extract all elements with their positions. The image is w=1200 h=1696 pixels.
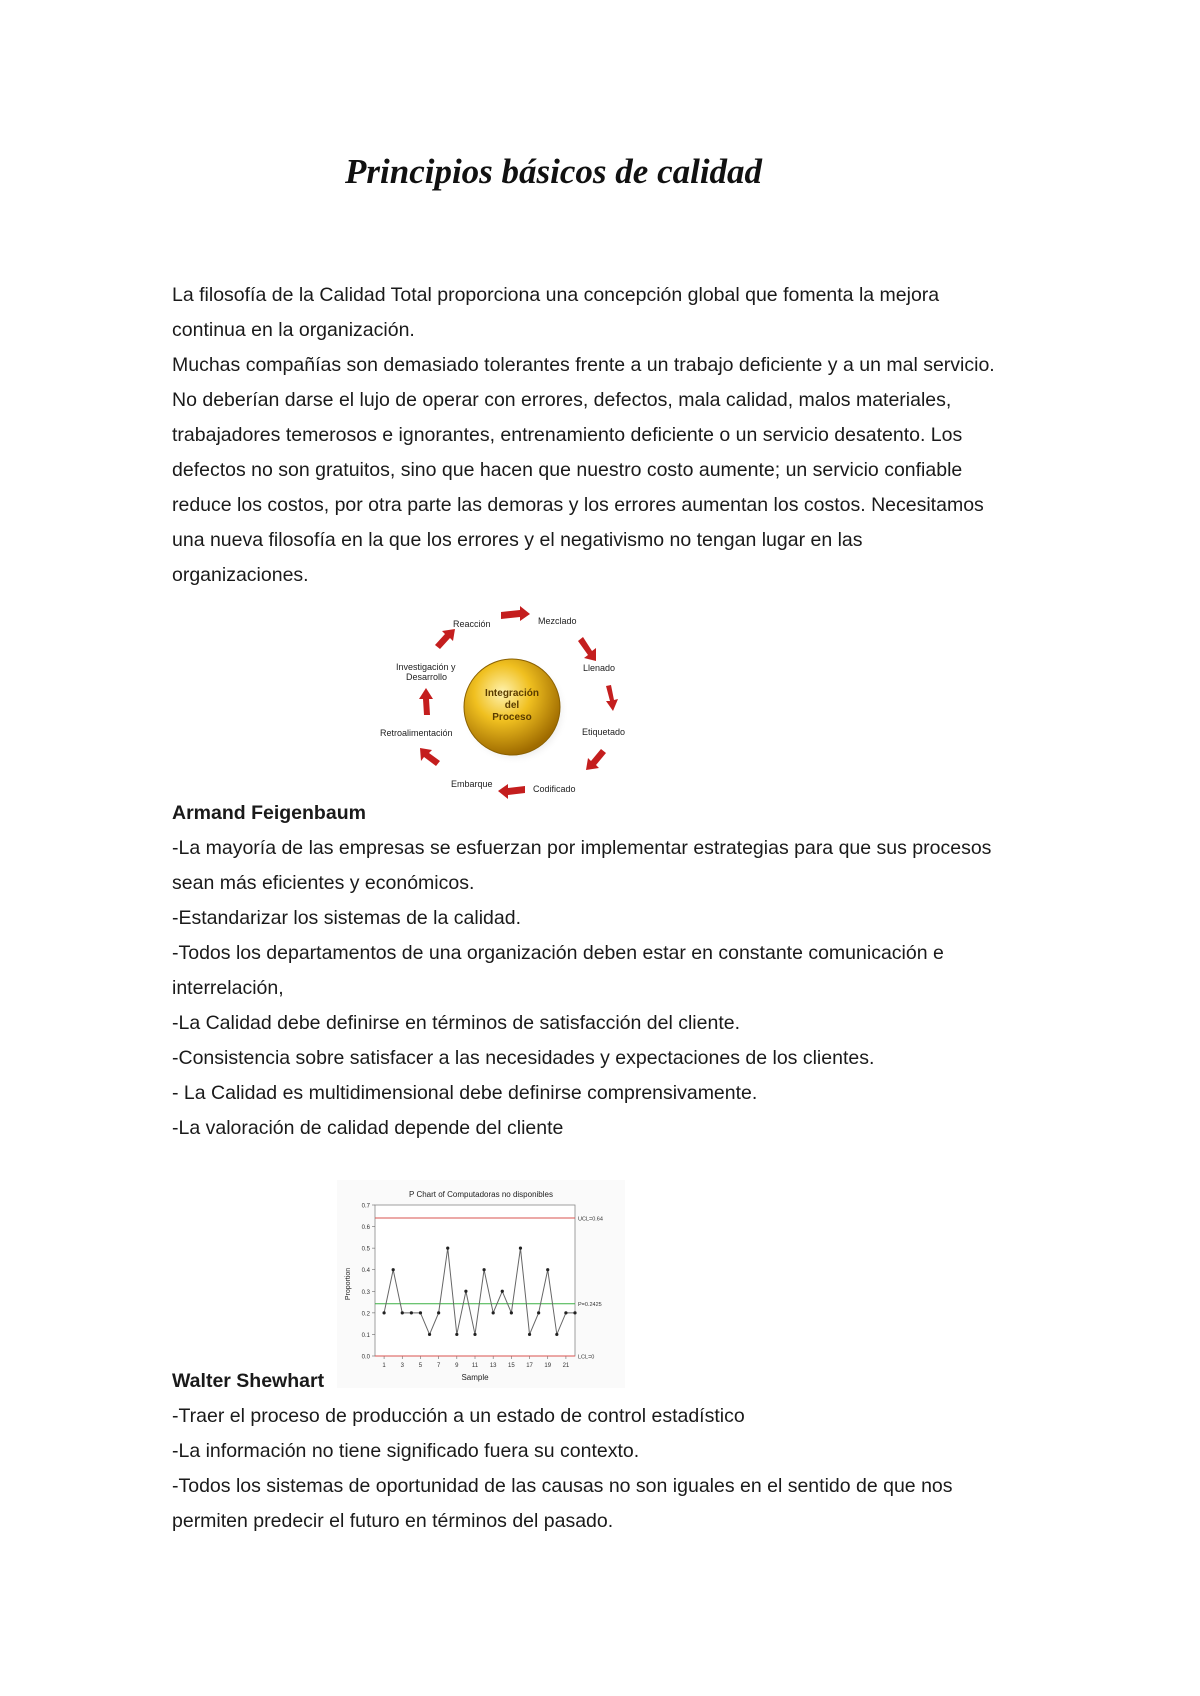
text-line: Muchas compañías son demasiado tolerantes frente a un trabajo deficiente y a un mal servicio. bbox=[172, 354, 995, 376]
list-item: interrelación, bbox=[172, 977, 284, 999]
text-line: reduce los costos, por otra parte las demoras y los errores aumentan los costos. Necesitamos bbox=[172, 494, 984, 516]
step-investigacion: Investigación y bbox=[396, 662, 456, 672]
arrow-icon bbox=[419, 688, 433, 715]
arrow-icon bbox=[578, 637, 596, 661]
y-tick-label: 0.4 bbox=[361, 1268, 370, 1275]
p-chart-svg bbox=[337, 1180, 625, 1388]
center-label: P=0.2425 bbox=[578, 1302, 602, 1309]
chart-title: P Chart of Computadoras no disponibles bbox=[409, 1190, 553, 1199]
arrow-icon bbox=[435, 629, 455, 649]
data-point bbox=[473, 1333, 476, 1336]
x-tick-label: 3 bbox=[400, 1363, 404, 1369]
list-item: -Todos los sistemas de oportunidad de las causas no son iguales en el sentido de que nos bbox=[172, 1475, 953, 1497]
data-point bbox=[555, 1333, 558, 1336]
data-point bbox=[419, 1311, 422, 1314]
data-point bbox=[446, 1247, 449, 1250]
step-etiquetado: Etiquetado bbox=[582, 727, 626, 737]
data-point bbox=[510, 1311, 513, 1314]
center-label-1: Integración bbox=[485, 688, 539, 699]
list-item: -Estandarizar los sistemas de la calidad. bbox=[172, 907, 521, 929]
section-heading-shewhart: Walter Shewhart bbox=[172, 1370, 325, 1392]
data-point bbox=[501, 1290, 504, 1293]
step-desarrollo: Desarrollo bbox=[406, 672, 448, 682]
data-point bbox=[482, 1268, 485, 1271]
list-item: -La valoración de calidad depende del cliente bbox=[172, 1117, 564, 1139]
text-line: No deberían darse el lujo de operar con errores, defectos, mala calidad, malos materiales, bbox=[172, 389, 952, 411]
list-item: -La información no tiene significado fuera su contexto. bbox=[172, 1440, 640, 1462]
data-point bbox=[410, 1311, 413, 1314]
data-point bbox=[455, 1333, 458, 1336]
data-point bbox=[519, 1247, 522, 1250]
arrow-icon bbox=[420, 748, 440, 766]
page-title: Principios básicos de calidad bbox=[345, 152, 763, 191]
list-item: -Traer el proceso de producción a un estado de control estadístico bbox=[172, 1405, 745, 1427]
data-point bbox=[564, 1311, 567, 1314]
step-reaccion: Reacción bbox=[453, 619, 491, 629]
data-point bbox=[428, 1333, 431, 1336]
p-chart-figure bbox=[337, 1180, 625, 1388]
data-point bbox=[573, 1311, 576, 1314]
x-tick-label: 17 bbox=[526, 1363, 533, 1369]
chart-ylabel: Proportion bbox=[345, 1267, 352, 1301]
x-tick-label: 15 bbox=[508, 1363, 515, 1369]
list-item: permiten predecir el futuro en términos del pasado. bbox=[172, 1510, 614, 1532]
y-tick-label: 0.2 bbox=[361, 1311, 370, 1318]
text-line: organizaciones. bbox=[172, 564, 309, 586]
shewhart-section bbox=[172, 1364, 1052, 1539]
data-point bbox=[528, 1333, 531, 1336]
list-item: -La mayoría de las empresas se esfuerzan por implementar estrategias para que sus procesos bbox=[172, 837, 992, 859]
y-tick-label: 0.7 bbox=[361, 1203, 370, 1210]
data-point bbox=[464, 1290, 467, 1293]
x-tick-label: 21 bbox=[562, 1363, 570, 1369]
y-tick-label: 0.1 bbox=[361, 1332, 370, 1339]
x-tick-label: 1 bbox=[382, 1363, 386, 1369]
text-line: una nueva filosofía en la que los errores y el negativismo no tengan lugar en las bbox=[172, 529, 863, 551]
arrow-icon bbox=[606, 685, 618, 711]
section-heading-feigenbaum: Armand Feigenbaum bbox=[172, 802, 366, 824]
arrow-icon bbox=[501, 606, 530, 621]
intro-paragraph bbox=[172, 278, 1052, 593]
data-point bbox=[537, 1311, 540, 1314]
data-point bbox=[492, 1311, 495, 1314]
x-tick-label: 13 bbox=[489, 1363, 497, 1369]
list-item: -Todos los departamentos de una organización deben estar en constante comunicación e bbox=[172, 942, 944, 964]
x-tick-label: 11 bbox=[471, 1363, 479, 1369]
data-point bbox=[546, 1268, 549, 1271]
text-line: continua en la organización. bbox=[172, 319, 415, 341]
process-integration-diagram bbox=[378, 595, 640, 815]
step-mezclado: Mezclado bbox=[538, 616, 577, 626]
y-tick-label: 0.3 bbox=[361, 1289, 370, 1296]
center-label-3: Proceso bbox=[492, 712, 532, 723]
lcl-label: LCL=0 bbox=[578, 1354, 595, 1361]
list-item: sean más eficientes y económicos. bbox=[172, 872, 475, 894]
step-codificado: Codificado bbox=[533, 784, 576, 794]
list-item: - La Calidad es multidimensional debe definirse comprensivamente. bbox=[172, 1082, 758, 1104]
x-tick-label: 9 bbox=[455, 1363, 459, 1369]
x-tick-label: 19 bbox=[544, 1363, 552, 1369]
text-line: La filosofía de la Calidad Total proporciona una concepción global que fomenta la mejora bbox=[172, 284, 940, 306]
text-line: defectos no son gratuitos, sino que hacen que nuestro costo aumente; un servicio confiable bbox=[172, 459, 963, 481]
data-point bbox=[437, 1311, 440, 1314]
list-item: -Consistencia sobre satisfacer a las necesidades y expectaciones de los clientes. bbox=[172, 1047, 875, 1069]
arrow-icon bbox=[586, 749, 606, 770]
feigenbaum-section bbox=[172, 796, 1052, 1146]
y-tick-label: 0.0 bbox=[361, 1354, 370, 1361]
y-tick-label: 0.5 bbox=[361, 1246, 370, 1253]
text-line: trabajadores temerosos e ignorantes, entrenamiento deficiente o un servicio desatento. Los bbox=[172, 424, 963, 446]
ucl-label: UCL=0.64 bbox=[578, 1216, 603, 1223]
chart-plot-area bbox=[362, 1204, 603, 1370]
x-tick-label: 5 bbox=[418, 1363, 423, 1369]
step-embarque: Embarque bbox=[451, 779, 493, 789]
data-point bbox=[392, 1268, 395, 1271]
list-item: -La Calidad debe definirse en términos de satisfacción del cliente. bbox=[172, 1012, 740, 1034]
y-tick-label: 0.6 bbox=[361, 1225, 370, 1232]
x-tick-label: 7 bbox=[436, 1363, 441, 1369]
data-point bbox=[401, 1311, 404, 1314]
step-llenado: Llenado bbox=[583, 663, 616, 673]
cycle-diagram-svg bbox=[378, 595, 640, 815]
data-point bbox=[382, 1311, 385, 1314]
center-label-2: del bbox=[504, 700, 520, 711]
chart-xlabel: Sample bbox=[461, 1373, 489, 1382]
step-retroalimentacion: Retroalimentación bbox=[380, 728, 453, 738]
